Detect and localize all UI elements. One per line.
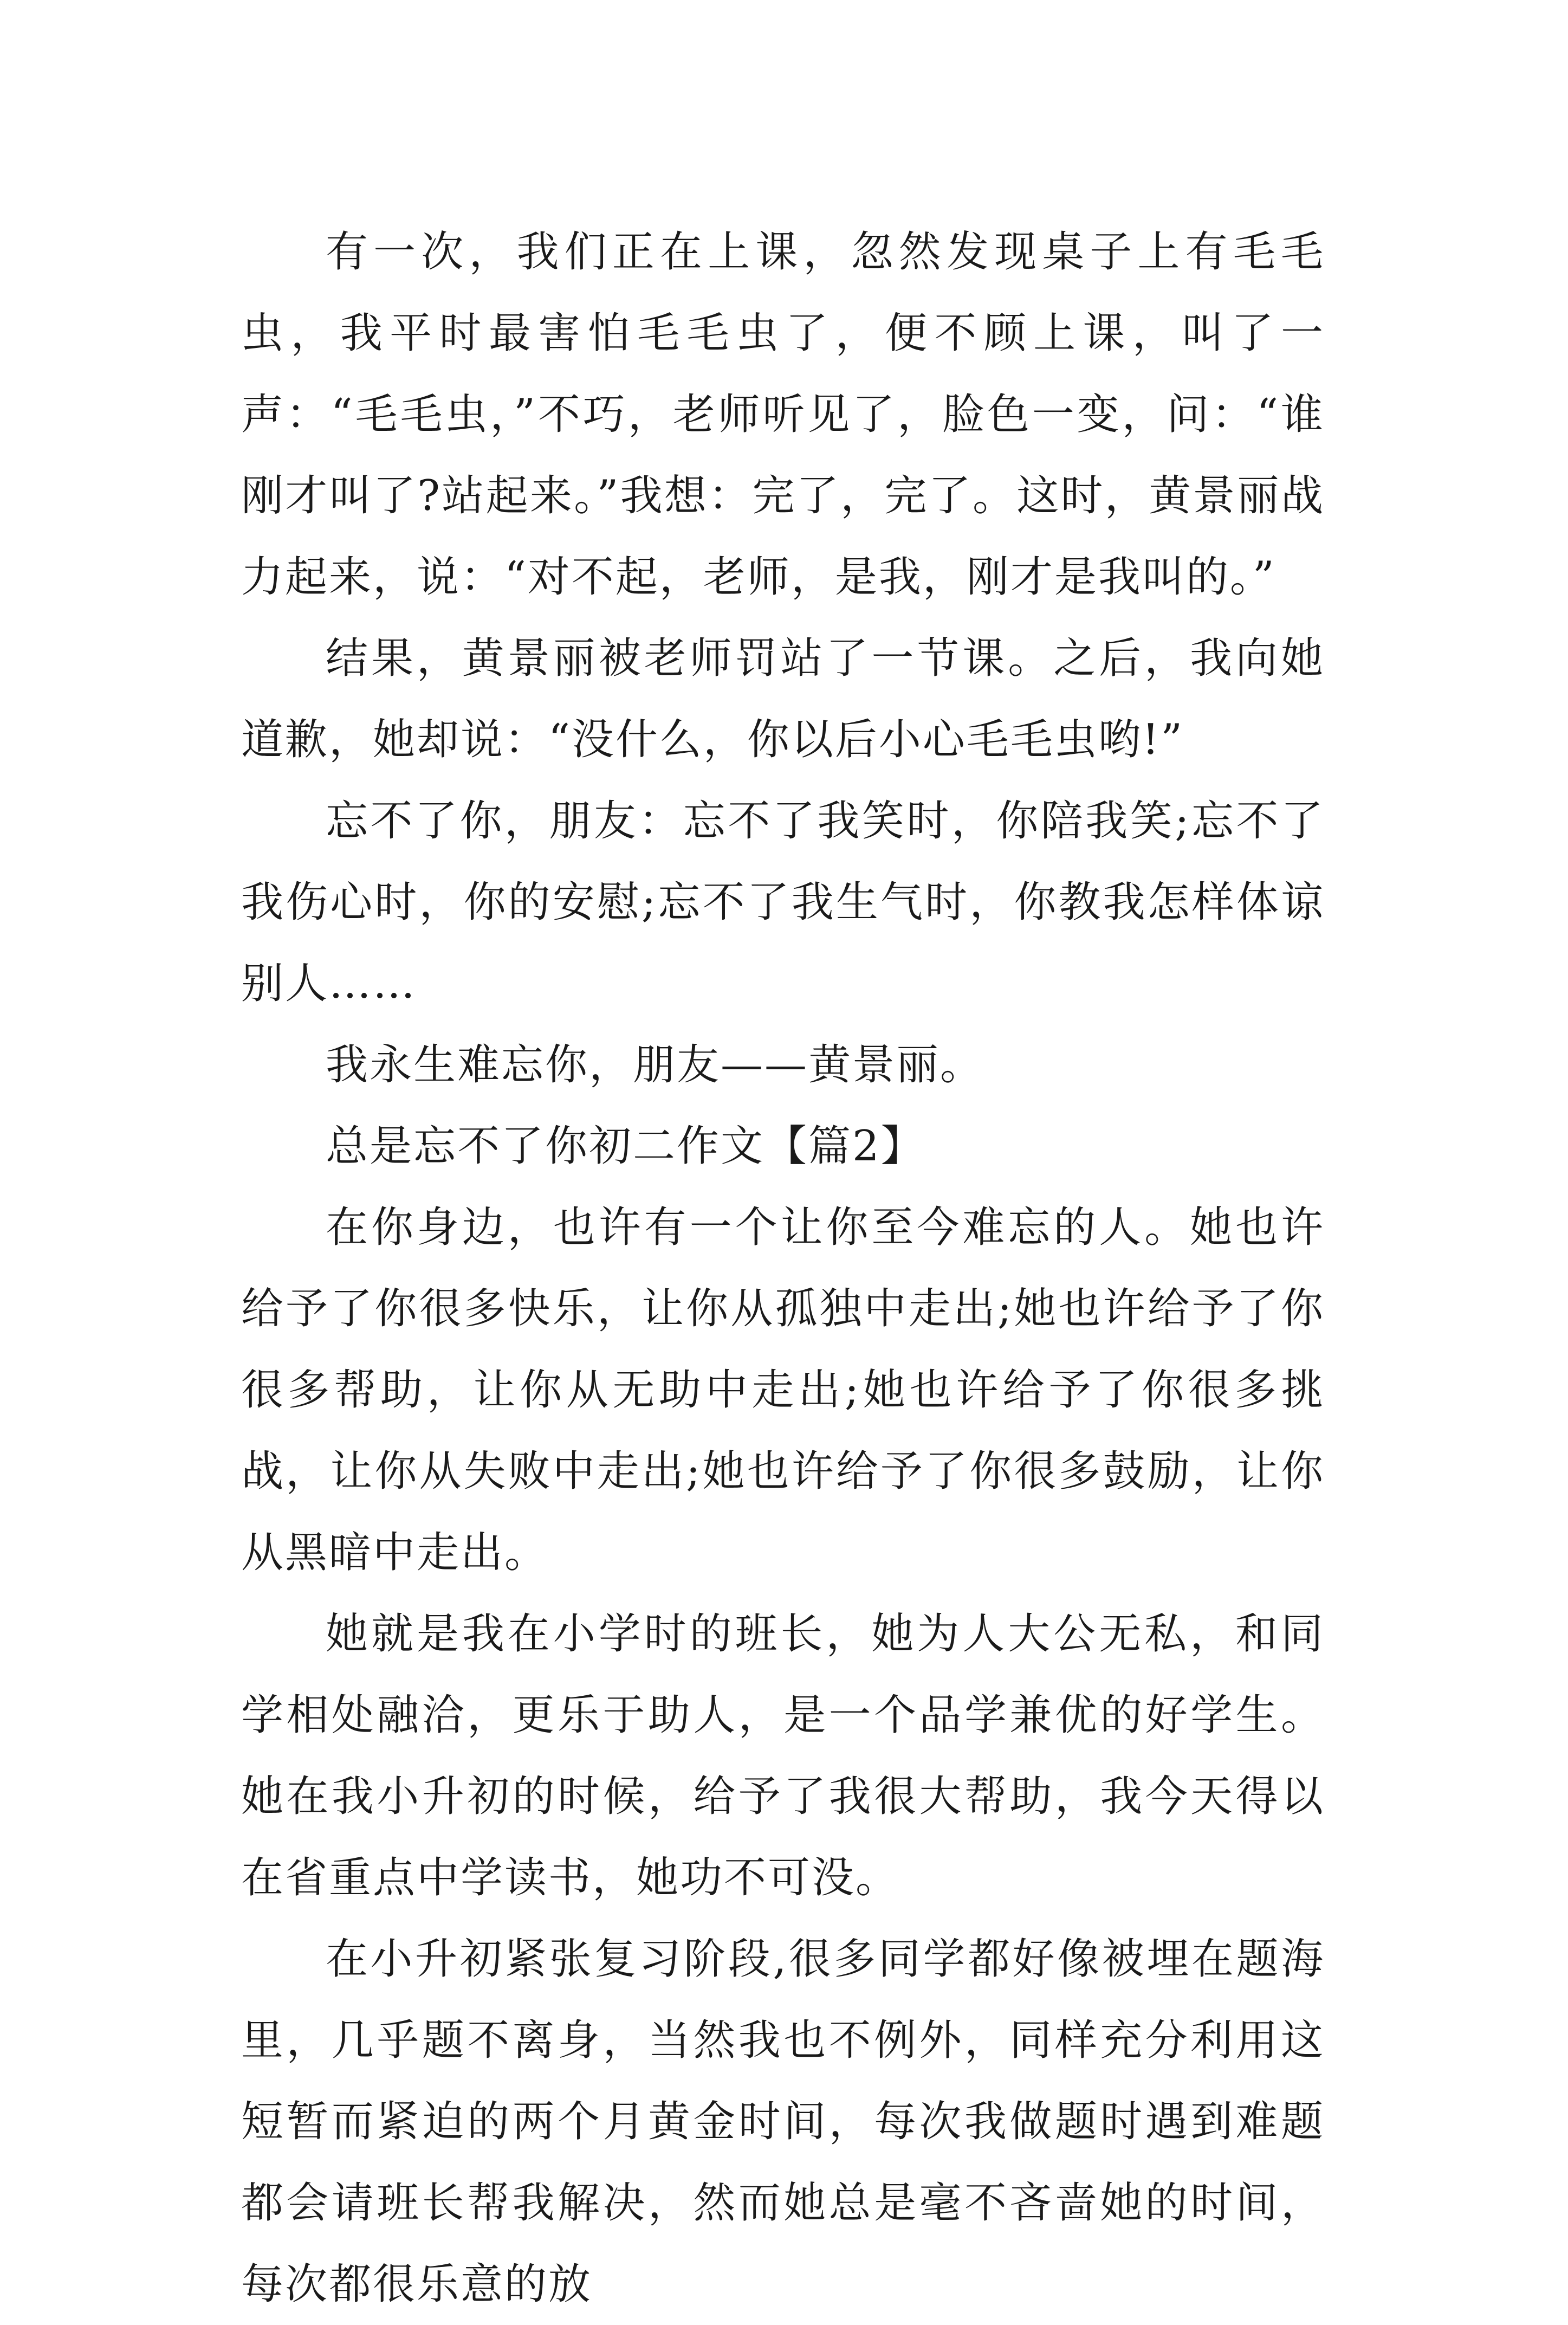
section-heading: 总是忘不了你初二作文【篇2】 [326,1122,925,1171]
paragraph: 有一次，我们正在上课，忽然发现桌子上有毛毛虫，我平时最害怕毛毛虫了，便不顾上课，叫了一声：“毛毛虫，”不巧，老师听见了，脸色一变，问：“谁刚才叫了?站起来。”我想：完了，完了。这时，黄景丽战力起来，说：“对不起，老师，是我，刚才是我叫的。” [241,228,1325,602]
paragraph: 结果，黄景丽被老师罚站了一节课。之后，我向她道歉，她却说：“没什么，你以后小心毛毛虫哟!” [241,634,1325,764]
paragraph: 我永生难忘你，朋友——黄景丽。 [326,1041,984,1089]
paragraph: 忘不了你，朋友：忘不了我笑时，你陪我笑;忘不了我伤心时，你的安慰;忘不了我生气时，你教我怎样体谅别人…… [241,797,1325,1008]
paragraph: 在你身边，也许有一个让你至今难忘的人。她也许给予了你很多快乐，让你从孤独中走出;她也许给予了你很多帮助，让你从无助中走出;她也许给予了你很多挑战，让你从失败中走出;她也许给予了你很多鼓励，让你从黑暗中走出。 [241,1203,1325,1577]
paragraph: 她就是我在小学时的班长，她为人大公无私，和同学相处融洽，更乐于助人，是一个品学兼优的好学生。她在我小升初的时候，给予了我很大帮助，我今天得以在省重点中学读书，她功不可没。 [241,1610,1325,1902]
document-body [241,211,1325,2325]
paragraph: 在小升初紧张复习阶段,很多同学都好像被埋在题海里，几乎题不离身，当然我也不例外，同样充分利用这短暂而紧迫的两个月黄金时间，每次我做题时遇到难题都会请班长帮我解决，然而她总是毫不吝啬她的时间，每次都很乐意的放 [241,1935,1325,2309]
